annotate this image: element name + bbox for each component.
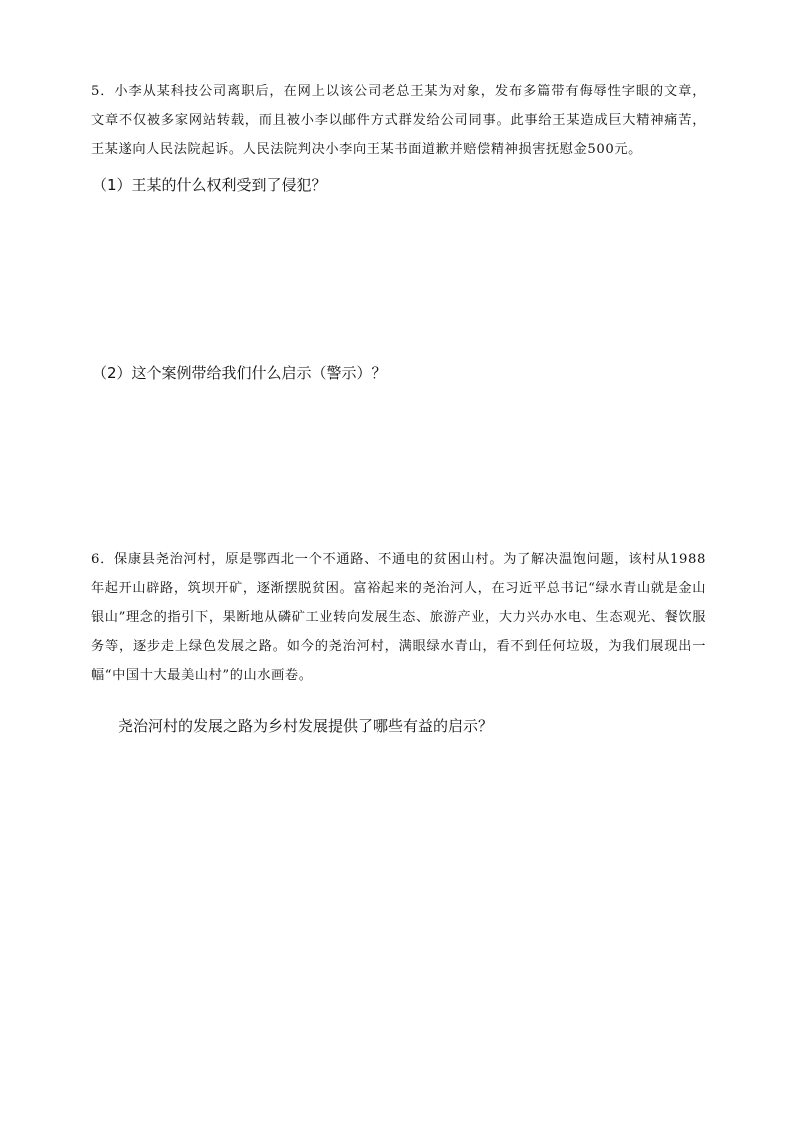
question-5-stem: 5．小李从某科技公司离职后，在网上以该公司老总王某为对象，发布多篇带有侮辱性字眼的文章，文章不仅被多家网站转载，而且被小李以邮件方式群发给公司同事。此事给王某造成巨大精神痛苦，王某遂向人民法院起诉。人民法院判决小李向王某书面道歉并赔偿精神损害抚慰金500元。	[91, 84, 706, 157]
question-5-sub-1: （1）王某的什么权利受到了侵犯？	[92, 176, 327, 194]
question-6-stem: 6．保康县尧治河村，原是鄂西北一个不通路、不通电的贫困山村。为了解决温饱问题，该村从1988年起开山辟路，筑坝开矿，逐渐摆脱贫困。富裕起来的尧治河人，在习近平总书记“绿水青山就是金山银山”理念的指引下，果断地从磷矿工业转向发展生态、旅游产业，大力兴办水电、生态观光、餐饮服务等，逐步走上绿色发展之路。如今的尧治河村，满眼绿水青山，看不到任何垃圾，为我们展现出一幅“中国十大最美山村”的山水画卷。	[91, 552, 706, 683]
question-6-prompt: 尧治河村的发展之路为乡村发展提供了哪些有益的启示？	[118, 717, 494, 735]
question-5-sub-2: （2）这个案例带给我们什么启示（警示）？	[92, 364, 387, 382]
